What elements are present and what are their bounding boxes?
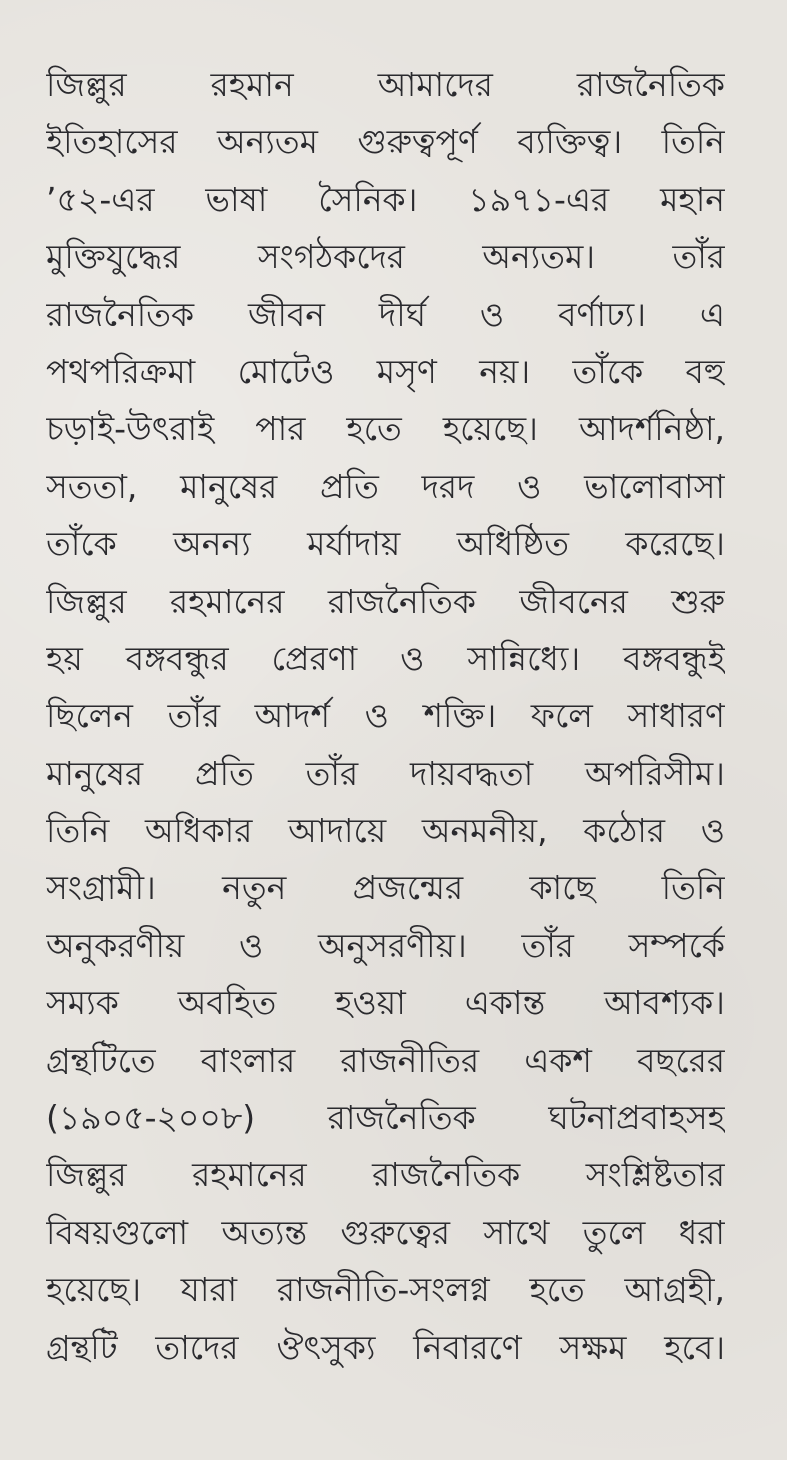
text-line: জিল্লুর রহমানের রাজনৈতিক সংশ্লিষ্টতার <box>46 1155 725 1195</box>
text-line: সম্যক অবহিত হওয়া একান্ত আবশ্যক। <box>46 983 725 1023</box>
text-line: সংগ্রামী। নতুন প্রজন্মের কাছে তিনি <box>46 868 725 908</box>
text-line: জিল্লুর রহমানের রাজনৈতিক জীবনের শুরু <box>46 581 725 621</box>
text-line: (১৯০৫-২০০৮) রাজনৈতিক ঘটনাপ্রবাহসহ <box>46 1098 725 1138</box>
text-line: পথপরিক্রমা মোটেও মসৃণ নয়। তাঁকে বহু <box>46 351 725 391</box>
text-line: হয়েছে। যারা রাজনীতি-সংলগ্ন হতে আগ্রহী, <box>46 1270 725 1310</box>
text-line: ’৫২-এর ভাষা সৈনিক। ১৯৭১-এর মহান <box>46 179 725 219</box>
text-line: মানুষের প্রতি তাঁর দায়বদ্ধতা অপরিসীম। <box>46 753 725 793</box>
text-line: গ্রন্থটিতে বাংলার রাজনীতির একশ বছরের <box>46 1040 725 1080</box>
paragraph-text <box>46 56 725 1376</box>
text-line: অনুকরণীয় ও অনুসরণীয়। তাঁর সম্পর্কে <box>46 925 725 965</box>
text-line: তাঁকে অনন্য মর্যাদায় অধিষ্ঠিত করেছে। <box>46 524 725 564</box>
text-line: মুক্তিযুদ্ধের সংগঠকদের অন্যতম। তাঁর <box>46 237 725 277</box>
text-line: হয় বঙ্গবন্ধুর প্রেরণা ও সান্নিধ্যে। বঙ্গবন্ধুই <box>46 638 725 678</box>
text-line: রাজনৈতিক জীবন দীর্ঘ ও বর্ণাঢ্য। এ <box>46 294 725 334</box>
text-line: বিষয়গুলো অত্যন্ত গুরুত্বের সাথে তুলে ধরা <box>46 1212 725 1252</box>
text-line: ইতিহাসের অন্যতম গুরুত্বপূর্ণ ব্যক্তিত্ব। তিনি <box>46 122 725 162</box>
text-line: সততা, মানুষের প্রতি দরদ ও ভালোবাসা <box>46 466 725 506</box>
text-line: চড়াই-উৎরাই পার হতে হয়েছে। আদর্শনিষ্ঠা, <box>46 409 725 449</box>
text-line: ছিলেন তাঁর আদর্শ ও শক্তি। ফলে সাধারণ <box>46 696 725 736</box>
text-line: গ্রন্থটি তাদের ঔৎসুক্য নিবারণে সক্ষম হবে। <box>46 1327 725 1367</box>
text-line: তিনি অধিকার আদায়ে অনমনীয়, কঠোর ও <box>46 811 725 851</box>
text-line: জিল্লুর রহমান আমাদের রাজনৈতিক <box>46 65 725 104</box>
